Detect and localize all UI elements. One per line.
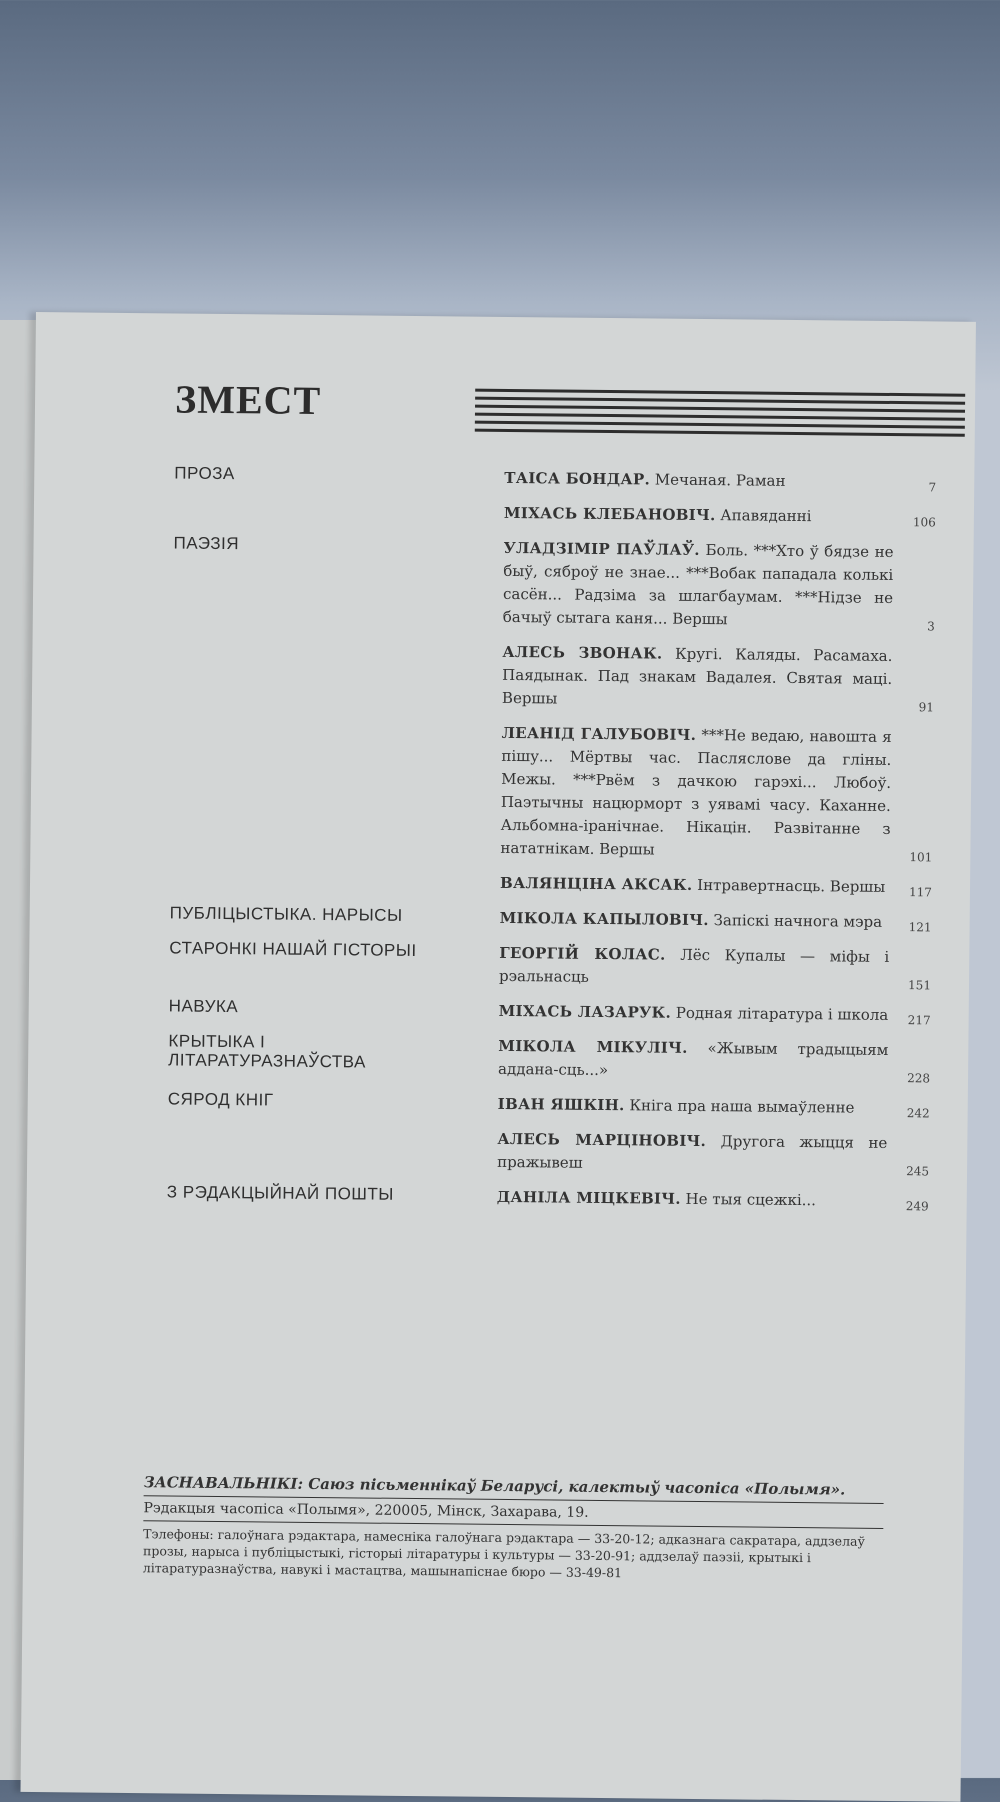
toc-section — [174, 463, 955, 529]
entry-author: МІХАСЬ ЛАЗАРУК. — [498, 1001, 672, 1022]
entry-page-number: 91 — [918, 700, 934, 715]
entry-author: АЛЕСЬ МАРЦІНОВІЧ. — [497, 1129, 707, 1151]
entry-title: Мечаная. Раман — [654, 470, 786, 490]
toc-section — [167, 1182, 947, 1213]
entry-page-number: 245 — [906, 1164, 930, 1179]
entry-title: Не тыя сцежкі... — [685, 1189, 817, 1210]
toc-entry — [498, 1035, 931, 1086]
entry-page-number: 242 — [906, 1106, 930, 1121]
toc-section — [170, 533, 954, 899]
section-label: НАВУКА — [168, 996, 239, 1017]
toc-entry — [498, 942, 932, 993]
entry-author: ЛЕАНІД ГАЛУБОВІЧ. — [501, 723, 697, 744]
imprint-footer — [143, 1473, 884, 1584]
founders-line: ЗАСНАВАЛЬНІКІ: Саюз пісьменнікаў Беларусі, калектыў часопіса «Полымя». — [144, 1473, 884, 1504]
section-label: ПРОЗА — [174, 463, 235, 484]
entry-title: «Жывым традыцыям аддана-сць...» — [498, 1039, 889, 1080]
entry-page-number: 117 — [908, 885, 933, 900]
entry-author: ДАНІЛА МІЦКЕВІЧ. — [496, 1187, 681, 1208]
entry-author: АЛЕСЬ ЗВОНАК. — [502, 642, 663, 663]
table-of-contents — [167, 463, 955, 1225]
decorative-rules — [475, 389, 966, 448]
entry-author: ВАЛЯНЦІНА АКСАК. — [499, 873, 693, 894]
entry-title: Інтравертнасць. Вершы — [697, 875, 886, 896]
entry-title: Запіскі начнога мэра — [713, 911, 883, 931]
entry-page-number: 101 — [909, 850, 933, 865]
entry-author: ІВАН ЯШКІН. — [497, 1094, 625, 1115]
toc-entry — [501, 641, 934, 715]
toc-entry — [499, 907, 932, 935]
entry-title: Лёс Купалы — міфы і рэальнасць — [498, 945, 890, 986]
toc-entry — [497, 1128, 930, 1179]
section-label: ПУБЛІЦЫСТЫКА. НАРЫСЫ — [169, 903, 403, 925]
toc-entry — [498, 1000, 931, 1028]
toc-entry — [503, 502, 936, 530]
section-label: СЯРОД КНІГ — [167, 1089, 274, 1110]
entry-author: ГЕОРГІЙ КОЛАС. — [499, 943, 666, 964]
entry-page-number: 3 — [927, 619, 935, 634]
entry-author: МІКОЛА МІКУЛІЧ. — [498, 1036, 688, 1057]
entry-title: Кругі. Каляды. Расамаха. Паядынак. Пад знакам Вадалея. Святая маці. Вершы — [501, 644, 893, 708]
section-label: ПАЭЗІЯ — [173, 533, 240, 554]
entry-page-number: 249 — [905, 1199, 929, 1214]
toc-section — [167, 1089, 948, 1178]
entry-page-number: 7 — [928, 480, 937, 495]
toc-section — [169, 938, 949, 992]
entry-title: Кніга пра наша вымаўленне — [629, 1096, 855, 1117]
phones-line: Тэлефоны: галоўнага рэдактара, намесніка галоўнага рэдактара — 33-20-12; адказнага сакратара, аддзелаў прозы, нарыса і публіцыстыкі, гісторыі літаратуры і культуры — 33-20-91; аддзелаў паэзіі, крытыкі і літаратуразнаўства, навукі і мастацтва, машынапіснае бюро — 33-49-81 — [142, 1526, 865, 1581]
toc-section — [168, 1031, 948, 1085]
toc-entry — [497, 1093, 930, 1121]
entry-title: ***Не ведаю, навошта я пішу... Мёртвы час. Паслясловe да гліны. Межы. ***Рвём з дачкою гарэхі... Любоў. Паэтычны нацюрморт з уявамі часу. Каханне. Альбомна-іранічнае. Нікацін. Развітанне з нататнікам. Вершы — [500, 725, 892, 859]
entry-author: ТАІСА БОНДАР. — [504, 468, 651, 489]
entry-title: Родная літаратура і школа — [675, 1003, 889, 1024]
entry-page-number: 228 — [907, 1071, 931, 1086]
entry-page-number: 217 — [907, 1013, 931, 1028]
entry-page-number: 121 — [908, 920, 932, 935]
entry-author: МІХАСЬ КЛЕБАНОВІЧ. — [503, 503, 716, 525]
toc-entry — [499, 872, 933, 900]
section-label: З РЭДАКЦЫЙНАЙ ПОШТЫ — [166, 1182, 394, 1204]
toc-section — [169, 996, 949, 1027]
address-line: Рэдакцыя часопіса «Полымя», 220005, Мінск, Захарава, 19. — [143, 1496, 883, 1529]
toc-entry — [496, 1186, 929, 1214]
document-page — [21, 312, 976, 1802]
toc-entry — [500, 722, 933, 865]
entry-author: УЛАДЗІМІР ПАЎЛАЎ. — [503, 538, 700, 559]
entry-page-number: 106 — [912, 515, 936, 530]
entry-author: МІКОЛА КАПЫЛОВІЧ. — [499, 908, 709, 930]
entry-page-number: 151 — [908, 978, 932, 993]
page-title: ЗМЕСТ — [174, 376, 322, 423]
entry-title: Боль. ***Хто ў бядзе не быў, сяброў не знае... ***Вобак пападала колькі сасён... Радзіма за шлагбаумам. ***Нідзе не бачыў сытага каня... Вершы — [502, 541, 894, 629]
section-label: КРЫТЫКА І ЛІТАРАТУРАЗНАЎСТВА — [168, 1031, 366, 1072]
entry-title: Апавяданні — [720, 506, 812, 526]
entry-title: Другога жыцця не пражывеш — [497, 1132, 888, 1172]
toc-entry — [502, 537, 935, 634]
section-label: СТАРОНКІ НАШАЙ ГІСТОРЫІ — [169, 938, 417, 961]
toc-entry — [504, 467, 937, 495]
toc-section — [170, 903, 950, 934]
